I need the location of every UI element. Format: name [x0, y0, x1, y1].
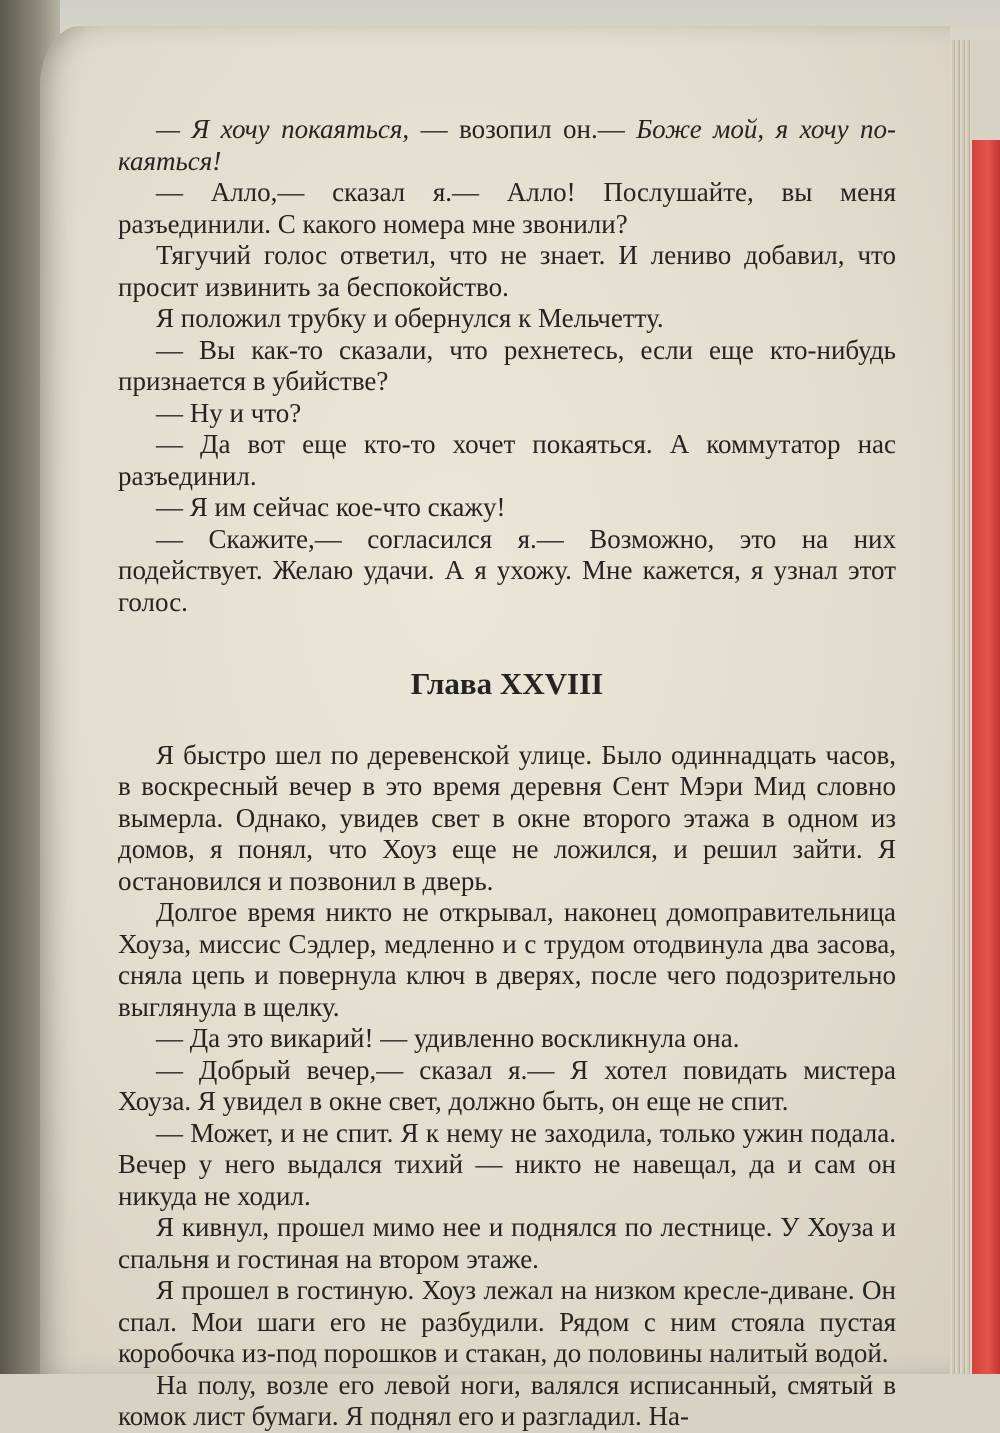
paragraph: — Я им сейчас кое-что скажу!	[156, 492, 506, 522]
paragraph: Тягучий голос ответил, что не знает. И лениво добавил, что просит извинить за беспокойство.	[118, 240, 896, 302]
paragraph: — Да вот еще кто-то хочет покаяться. А коммутатор нас разъединил.	[118, 429, 896, 491]
italic-phrase: — Я хочу покаяться,	[156, 114, 410, 144]
paragraph: — Добрый вечер,— сказал я.— Я хотел повидать мистера Хоуза. Я увидел в окне свет, должно быть, он еще не спит.	[118, 1054, 896, 1116]
paragraph: Долгое время никто не открывал, наконец домоправительница Хоуза, миссис Сэдлер, медленно и с трудом отодвинула два засова, сняла цепь и повернула ключ в дверях, после чего подозрительно выглянула в щелку.	[118, 897, 896, 1022]
paragraph: — Ну и что?	[156, 397, 302, 428]
page-text	[118, 114, 896, 1433]
italic-phrase: Боже мой, я хочу по-каяться!	[118, 114, 897, 176]
paragraph: — Вы как-то сказали, что рехнетесь, если еще кто-нибудь признается в убийстве?	[118, 334, 896, 396]
paragraph: Я кивнул, прошел мимо нее и поднялся по лестнице. У Хоуза и спальня и гостиная на втором этаже.	[118, 1212, 896, 1274]
paragraph	[118, 114, 896, 177]
paragraph: Я положил трубку и обернулся к Мельчетту.	[156, 303, 664, 333]
chapter-title: Глава XXVIII	[410, 666, 604, 701]
paragraph: — Может, и не спит. Я к нему не заходила, только ужин подала. Вечер у него выдался тихий — никто не навещал, да и сам он никуда не ходил.	[118, 1117, 896, 1211]
paragraph: Я прошел в гостиную. Хоуз лежал на низком кресле-диване. Он спал. Мои шаги его не разбудили. Рядом с ним стояла пустая коробочка из-под порошков и стакан, до половины налитый водой.	[118, 1275, 896, 1368]
book-cover-edge	[970, 140, 1000, 1374]
paragraph: — Алло,— сказал я.— Алло! Послушайте, вы меня разъединили. С какого номера мне звонили?	[118, 177, 896, 239]
book-page	[40, 26, 950, 1431]
dialogue-attribution: — возопил он.—	[420, 114, 625, 144]
paragraph: — Да это викарий! — удивленно воскликнула она.	[156, 1023, 740, 1053]
paragraph: — Скажите,— согласился я.— Возможно, это на них подействует. Желаю удачи. А я ухожу. Мне кажется, я узнал этот голос.	[118, 523, 896, 617]
paragraph: На полу, возле его левой ноги, валялся исписанный, смятый в комок лист бумаги. Я поднял его и разгладил. На-	[118, 1369, 896, 1431]
paragraph: Я быстро шел по деревенской улице. Было одиннадцать часов, в воскресный вечер в это время деревня Сент Мэри Мид словно вымерла. Однако, увидев свет в окне второго этажа в одном из домов, я понял, что Хоуз еще не ложился, и решил зайти. Я остановился и позвонил в дверь.	[118, 739, 896, 896]
